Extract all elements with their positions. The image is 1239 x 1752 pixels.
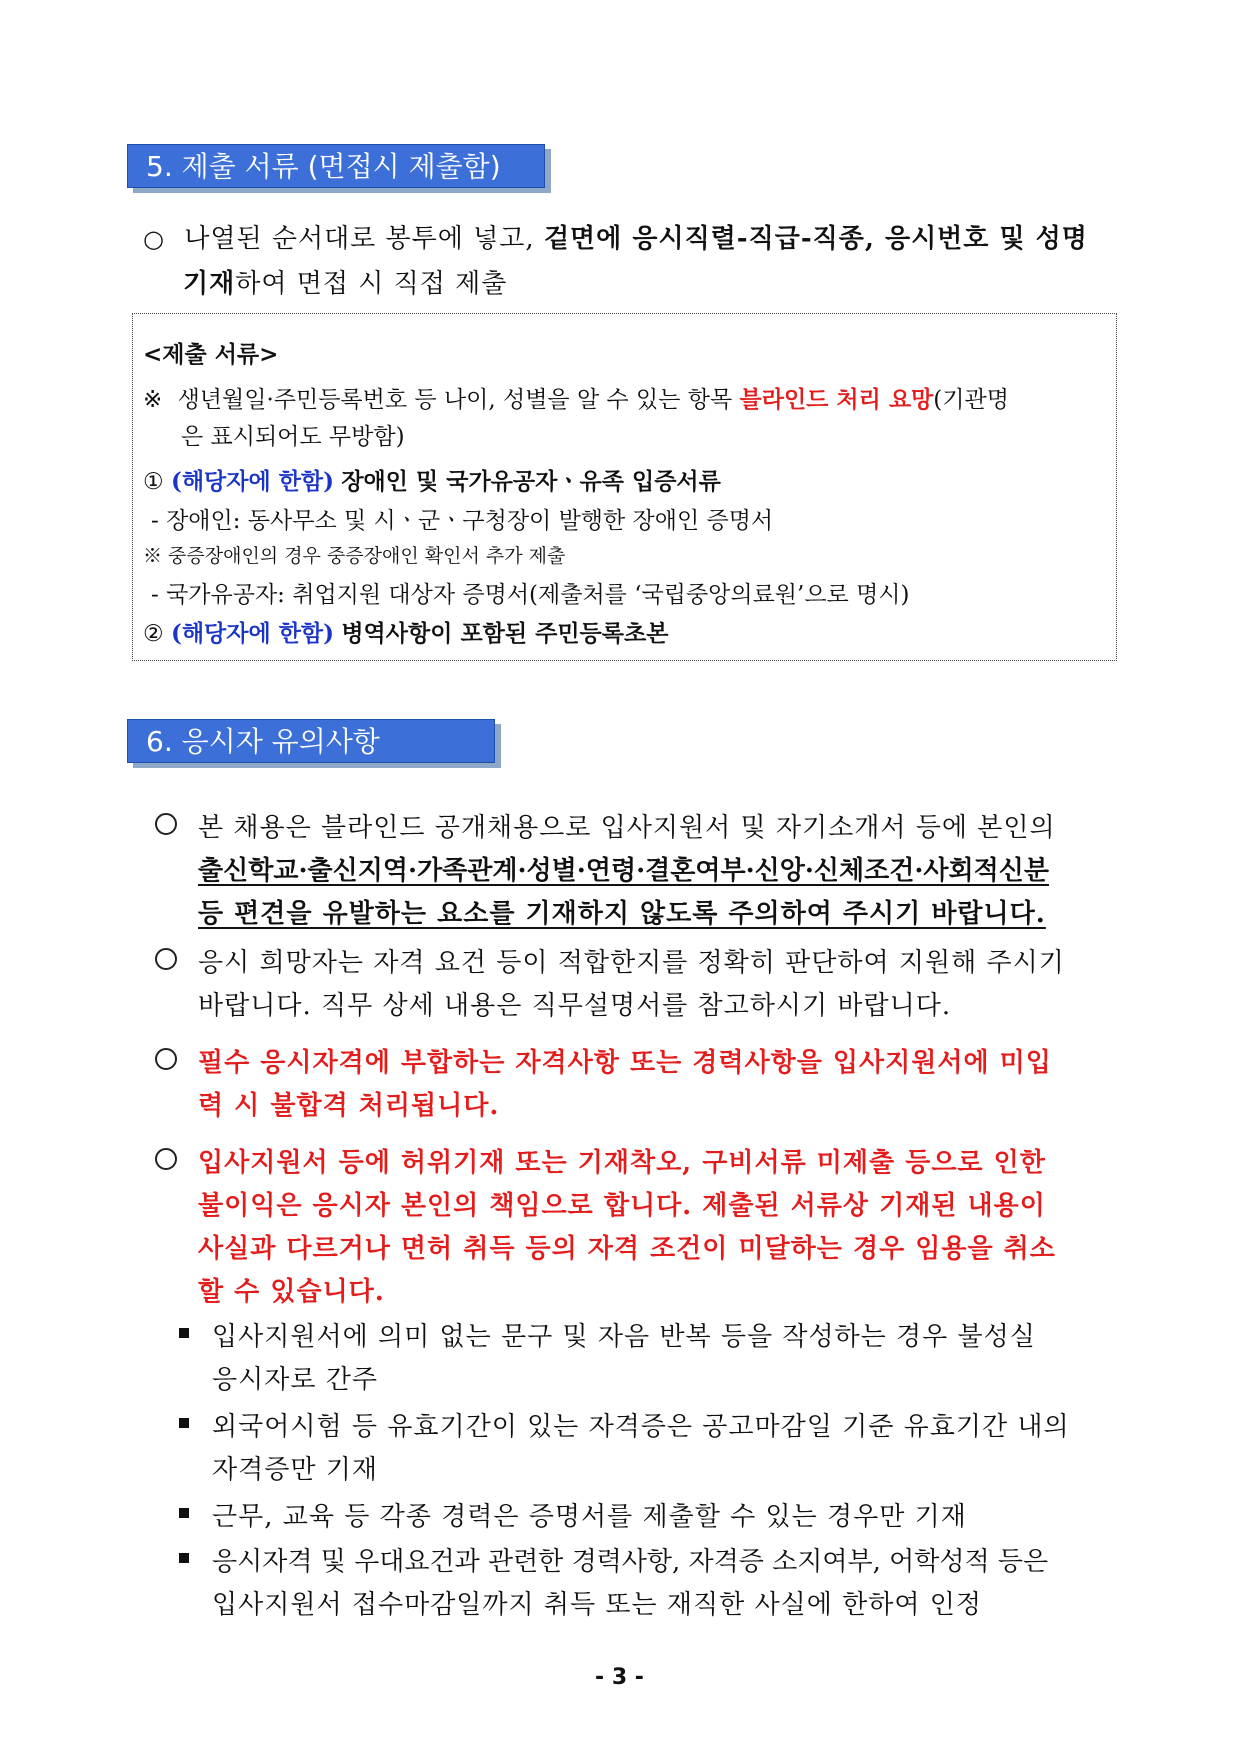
box-note-line1 — [143, 381, 1103, 414]
note-red-text: 블라인드 처리 요망 — [739, 386, 934, 413]
intro-text-c: 기재 — [183, 269, 236, 299]
box-note-line2: 은 표시되어도 무방함) — [181, 424, 405, 450]
b2-line2: 자격증만 기재 — [212, 1455, 378, 1485]
note-text-a: 생년월일·주민등록번호 등 나이, 성별을 알 수 있는 항목 — [177, 387, 740, 413]
circle-bullet-icon: ○ — [143, 225, 165, 253]
b4-line1: 응시자격 및 우대요건과 관련한 경력사항, 자격증 소지여부, 어학성적 등은 — [212, 1547, 1049, 1577]
box-item1 — [143, 463, 721, 496]
section5-heading: 5. 제출 서류 (면접시 제출함) — [127, 144, 545, 188]
intro-text-d: 하여 면접 시 직접 제출 — [235, 269, 508, 299]
p1-line1: 본 채용은 블라인드 공개채용으로 입사지원서 및 자기소개서 등에 본인의 — [198, 813, 1056, 843]
p1-line3: 등 편견을 유발하는 요소를 기재하지 않도록 주의하여 주시기 바랍니다. — [198, 899, 1046, 929]
box-item2 — [143, 615, 668, 648]
intro-text-a: 나열된 순서대로 봉투에 넣고, — [184, 224, 544, 254]
circle-bullet-icon — [155, 813, 177, 835]
intro-text-b: 겉면에 응시직렬-직급-직종, 응시번호 및 성명 — [543, 224, 1088, 254]
section5-intro-line1 — [143, 218, 1109, 255]
b3-line1: 근무, 교육 등 각종 경력은 증명서를 제출할 수 있는 경우만 기재 — [212, 1502, 967, 1532]
b1-line1: 입사지원서에 의미 없는 문구 및 자음 반복 등을 작성하는 경우 불성실 — [212, 1322, 1036, 1352]
note-text-b: (기관명 — [933, 387, 1009, 413]
p4-line3: 사실과 다르거나 면허 취득 등의 자격 조건이 미달하는 경우 임용을 취소 — [198, 1234, 1056, 1264]
box-sub1-note: ※ 중증장애인의 경우 중증장애인 확인서 추가 제출 — [143, 545, 566, 567]
item1-qualifier: (해당자에 한함) — [170, 468, 335, 495]
p2-line2: 바랍니다. 직무 상세 내용은 직무설명서를 참고하시기 바랍니다. — [198, 991, 952, 1021]
p4-line1: 입사지원서 등에 허위기재 또는 기재착오, 구비서류 미제출 등으로 인한 — [198, 1148, 1046, 1178]
item1-text: 장애인 및 국가유공자ㆍ유족 입증서류 — [341, 468, 721, 495]
box-sub1: - 장애인: 동사무소 및 시ㆍ군ㆍ구청장이 발행한 장애인 증명서 — [151, 508, 774, 534]
box-title: <제출 서류> — [143, 341, 279, 368]
section6-heading: 6. 응시자 유의사항 — [127, 719, 495, 763]
square-bullet-icon — [179, 1328, 189, 1338]
item2-qualifier: (해당자에 한함) — [170, 620, 335, 647]
b1-line2: 응시자로 간주 — [212, 1365, 378, 1395]
circle-bullet-icon — [155, 948, 177, 970]
page-number: - 3 - — [595, 1665, 644, 1690]
square-bullet-icon — [179, 1418, 189, 1428]
p3-line1: 필수 응시자격에 부합하는 자격사항 또는 경력사항을 입사지원서에 미입 — [198, 1048, 1052, 1078]
square-bullet-icon — [179, 1508, 189, 1518]
item2-number: ② — [143, 621, 164, 647]
b4-line2: 입사지원서 접수마감일까지 취득 또는 재직한 사실에 한하여 인정 — [212, 1590, 982, 1620]
circle-bullet-icon — [155, 1048, 177, 1070]
note-mark: ※ — [143, 387, 163, 413]
p1-line2: 출신학교·출신지역·가족관계·성별·연령·결혼여부·신앙·신체조건·사회적신분 — [198, 856, 1050, 886]
item1-number: ① — [143, 469, 164, 495]
p2-line1: 응시 희망자는 자격 요건 등이 적합한지를 정확히 판단하여 지원해 주시기 — [198, 948, 1065, 978]
section5-intro-line2 — [183, 263, 507, 300]
p4-line4: 할 수 있습니다. — [198, 1277, 385, 1307]
circle-bullet-icon — [155, 1148, 177, 1170]
box-sub2: - 국가유공자: 취업지원 대상자 증명서(제출처를 ‘국립중앙의료원’으로 명시) — [151, 582, 910, 608]
square-bullet-icon — [179, 1553, 189, 1563]
p3-line2: 력 시 불합격 처리됩니다. — [198, 1091, 500, 1121]
p4-line2: 불이익은 응시자 본인의 책임으로 합니다. 제출된 서류상 기재된 내용이 — [198, 1191, 1046, 1221]
b2-line1: 외국어시험 등 유효기간이 있는 자격증은 공고마감일 기준 유효기간 내의 — [212, 1412, 1070, 1442]
item2-text: 병역사항이 포함된 주민등록초본 — [341, 620, 669, 647]
